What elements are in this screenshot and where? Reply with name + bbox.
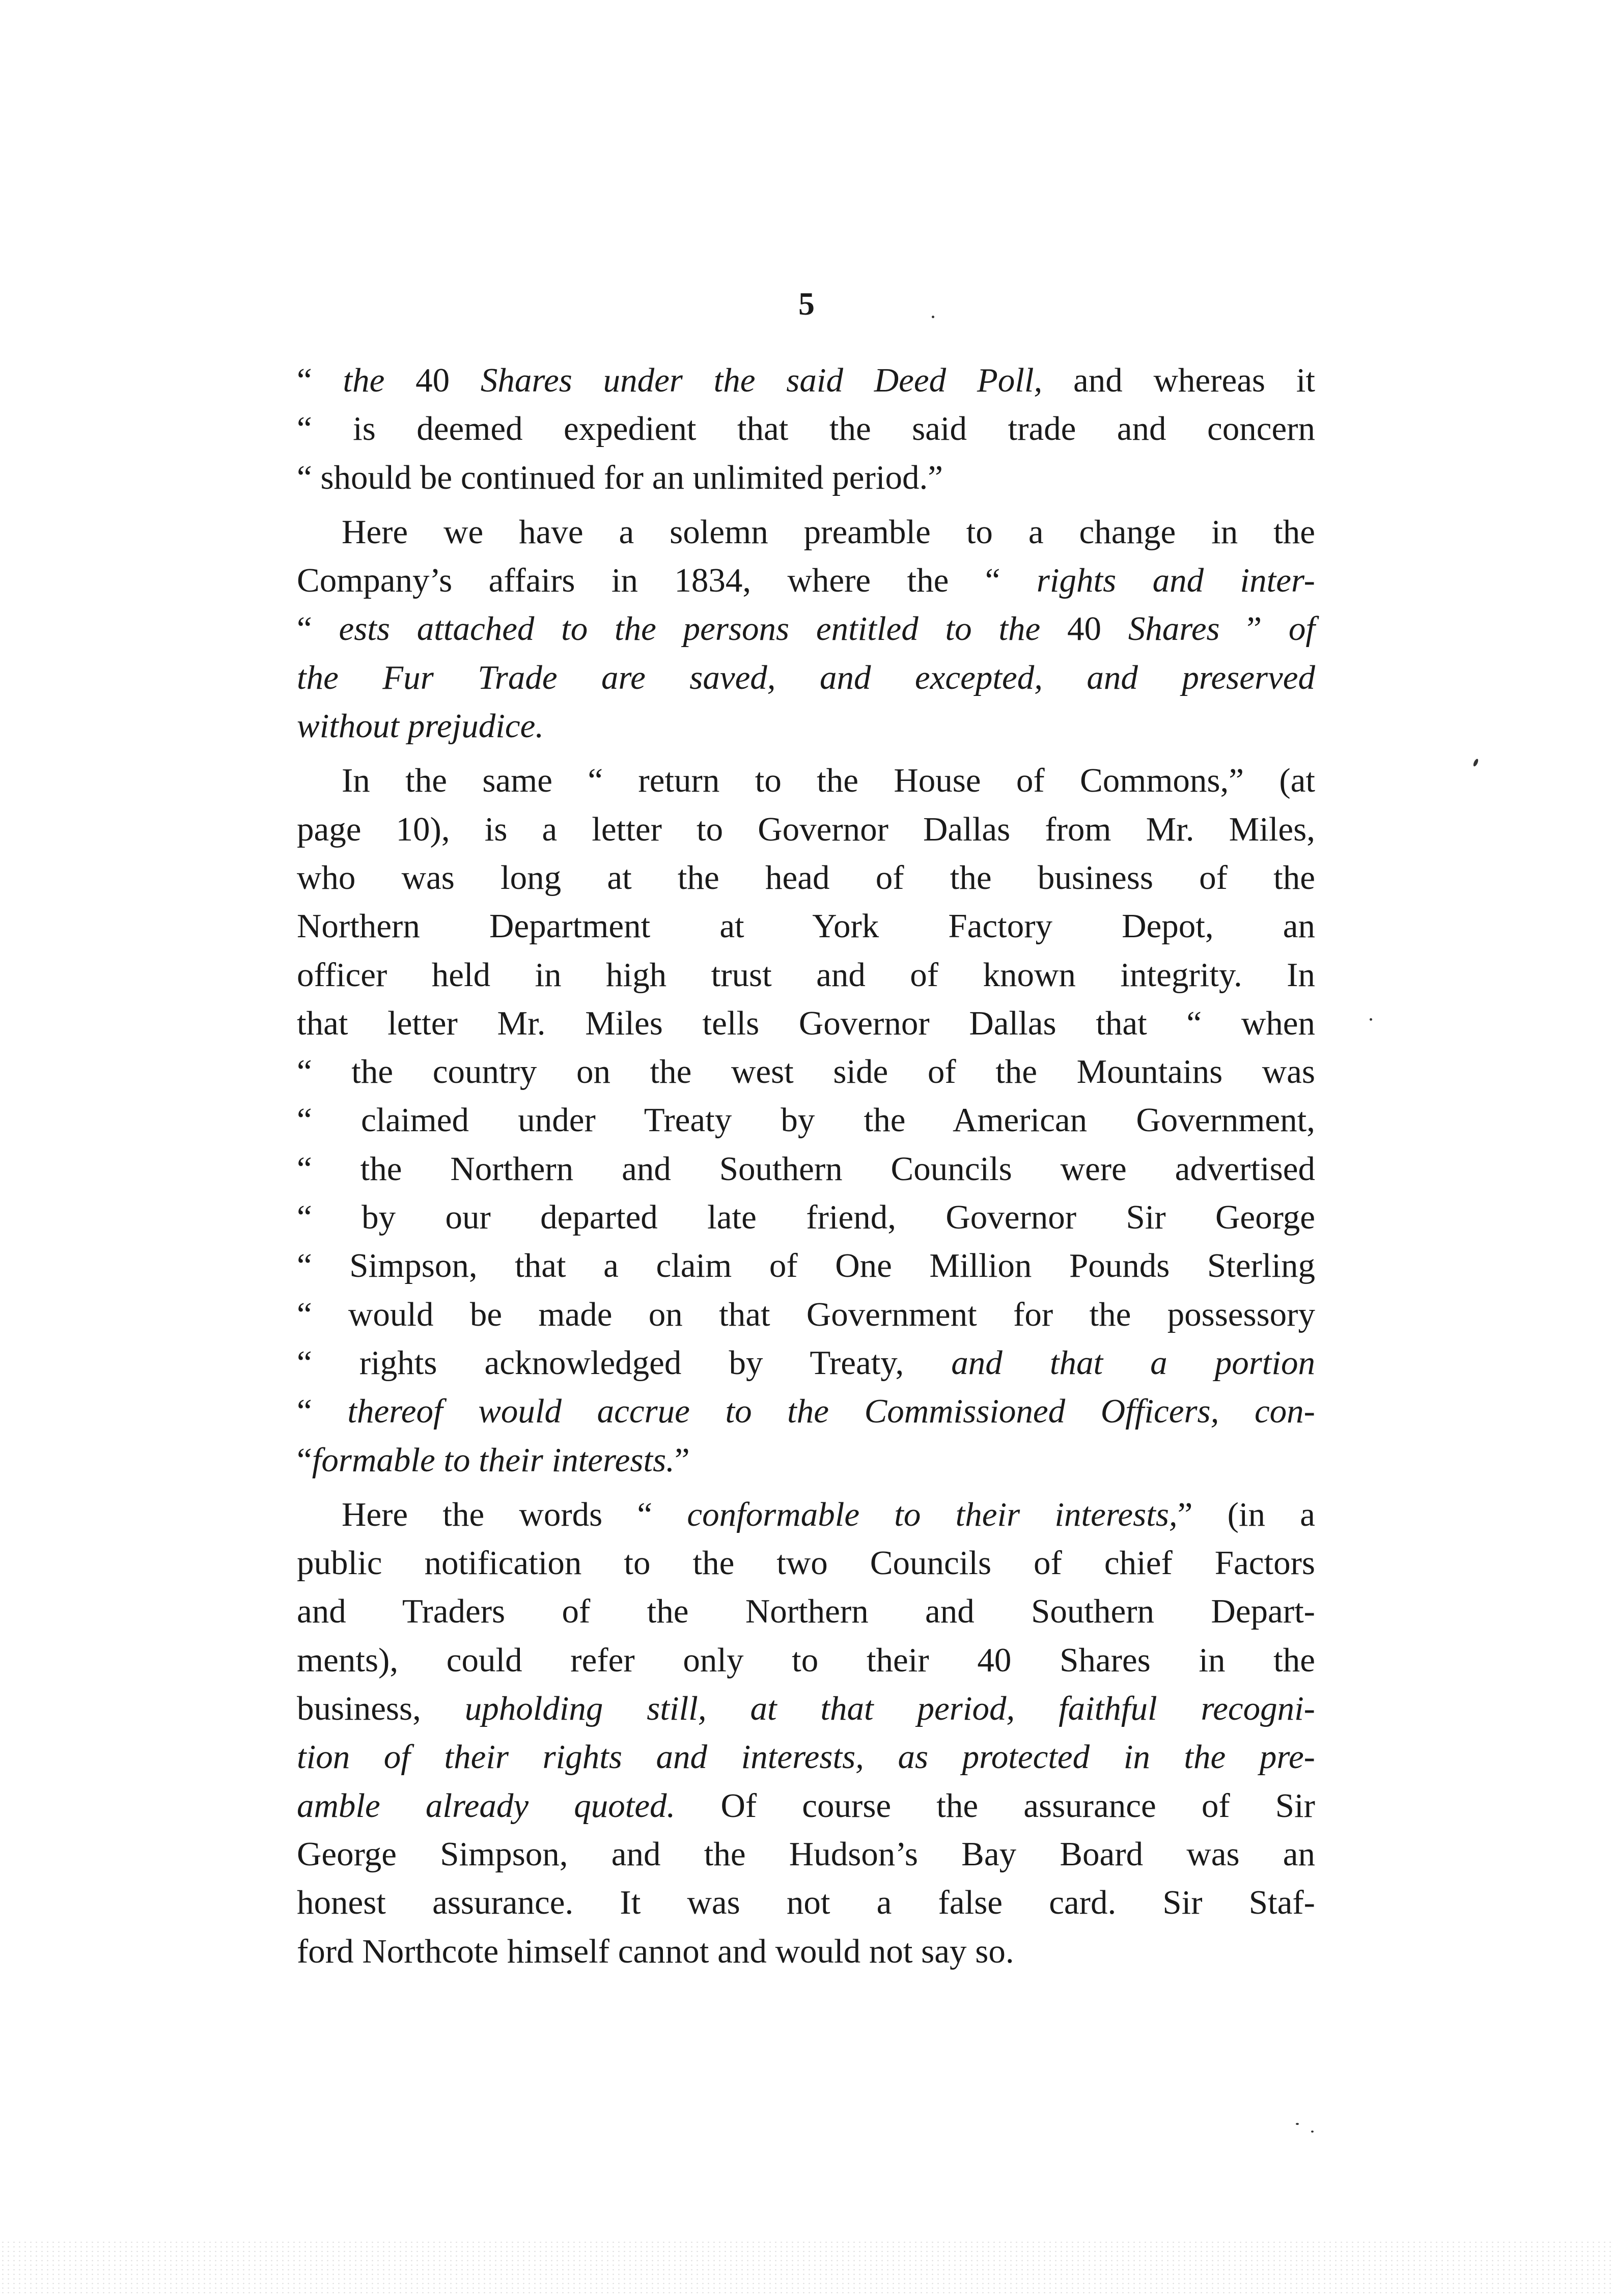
scan-speck	[1370, 1018, 1372, 1021]
text-line	[297, 902, 1315, 950]
paragraph-gap	[297, 750, 1315, 757]
italic-run: the Fur Trade are saved, and excepted, and preserved	[297, 658, 1315, 696]
text-line	[297, 1387, 1315, 1436]
text-run: “ is deemed expedient that the said trade and concern	[297, 410, 1315, 448]
text-run: who was long at the head of the business of the	[297, 858, 1315, 897]
italic-run: thereof would accrue to the Commissioned Officers, con-	[347, 1392, 1315, 1431]
text-run: page 10), is a letter to Governor Dallas from Mr. Miles,	[297, 810, 1315, 848]
text-run: officer held in high trust and of known integrity. In	[297, 956, 1315, 994]
text-run: “	[297, 1392, 348, 1431]
text-run: 40	[384, 361, 481, 399]
text-line	[297, 1587, 1315, 1636]
italic-run: and that a portion	[951, 1343, 1315, 1382]
italic-run: Shares under the said Deed Poll,	[480, 361, 1043, 399]
body-text	[297, 356, 1315, 1976]
text-run: Of course the assurance of Sir	[675, 1786, 1315, 1825]
text-line	[297, 1539, 1315, 1587]
text-run: “ the country on the west side of the Mountains was	[297, 1053, 1315, 1091]
text-line	[297, 702, 1315, 750]
paragraph-gap	[297, 1485, 1315, 1491]
italic-run: tion of their rights and interests, as protected in the pre-	[297, 1738, 1315, 1776]
text-line	[297, 1339, 1315, 1387]
italic-run: amble already quoted.	[297, 1786, 676, 1825]
text-run: ” (in a	[1177, 1495, 1315, 1533]
text-run: In the same “ return to the House of Commons,” (at	[342, 762, 1315, 800]
text-run: that letter Mr. Miles tells Governor Dallas that “ when	[297, 1004, 1315, 1042]
text-run: “ would be made on that Government for the possessory	[297, 1295, 1315, 1333]
text-line	[297, 1096, 1315, 1144]
text-line	[297, 1927, 1315, 1976]
text-line	[297, 556, 1315, 605]
text-run: Company’s affairs in 1834, where the “	[297, 562, 1037, 600]
text-line	[297, 805, 1315, 854]
text-line	[297, 1193, 1315, 1242]
italic-run: without prejudice.	[297, 707, 544, 745]
italic-run: formable to their interests.	[312, 1441, 675, 1479]
text-run: ”	[674, 1441, 690, 1479]
text-run: ments), could refer only to their 40 Shares in the	[297, 1641, 1315, 1679]
text-run: and whereas it	[1042, 361, 1315, 399]
text-run: Here the words “	[342, 1495, 687, 1533]
text-line	[297, 1291, 1315, 1339]
text-line	[297, 951, 1315, 999]
text-line	[297, 1145, 1315, 1193]
text-run: “ the Northern and Southern Councils were advertised	[297, 1150, 1315, 1188]
scan-speck	[1296, 2123, 1299, 2125]
text-line	[297, 1733, 1315, 1781]
text-run: Northern Department at York Factory Depot, an	[297, 907, 1315, 945]
text-line	[297, 999, 1315, 1048]
text-line	[297, 654, 1315, 702]
text-run: 40	[1040, 610, 1128, 648]
scan-speck	[1311, 2131, 1314, 2133]
text-run: “ claimed under Treaty by the American Government,	[297, 1101, 1315, 1139]
text-run: George Simpson, and the Hudson’s Bay Board was an	[297, 1835, 1315, 1873]
text-line	[297, 605, 1315, 653]
italic-run: upholding still, at that period, faithful recogni-	[464, 1690, 1315, 1728]
italic-run: conformable to their interests,	[687, 1495, 1178, 1533]
text-line	[297, 1048, 1315, 1096]
text-run: “ Simpson, that a claim of One Million Pounds Sterling	[297, 1247, 1315, 1285]
scan-speck	[1472, 758, 1479, 767]
text-run: honest assurance. It was not a false card. Sir Staf-	[297, 1884, 1315, 1922]
text-run: “ should be continued for an unlimited period.”	[297, 458, 943, 496]
text-run: “ by our departed late friend, Governor Sir George	[297, 1198, 1315, 1237]
italic-run: of	[1288, 610, 1315, 648]
text-line	[297, 1685, 1315, 1733]
text-line	[297, 356, 1315, 405]
text-line	[297, 854, 1315, 902]
text-run: Here we have a solemn preamble to a change in the	[342, 513, 1315, 551]
text-line	[297, 1830, 1315, 1879]
text-run: “ rights acknowledged by Treaty,	[297, 1343, 952, 1382]
page-number: 5	[798, 286, 815, 322]
text-run: ”	[1219, 610, 1289, 648]
text-run: “	[297, 1441, 312, 1479]
paragraph-gap	[297, 502, 1315, 508]
text-run: and Traders of the Northern and Southern Depart-	[297, 1592, 1315, 1631]
text-line	[297, 1242, 1315, 1290]
text-run: “	[297, 361, 343, 399]
text-line	[297, 454, 1315, 502]
text-line	[297, 1636, 1315, 1685]
text-run: ford Northcote himself cannot and would not say so.	[297, 1932, 1014, 1970]
italic-run: the	[343, 361, 385, 399]
scan-noise	[0, 2240, 1613, 2296]
text-line	[297, 1491, 1315, 1539]
text-run: “	[297, 610, 339, 648]
italic-run: Shares	[1128, 610, 1220, 648]
text-line	[297, 1436, 1315, 1485]
text-line	[297, 508, 1315, 556]
text-line	[297, 757, 1315, 805]
text-run: public notification to the two Councils of chief Factors	[297, 1544, 1315, 1582]
text-line	[297, 1782, 1315, 1830]
italic-run: rights and inter-	[1036, 562, 1315, 600]
scan-speck	[932, 316, 934, 318]
italic-run: ests attached to the persons entitled to the	[339, 610, 1041, 648]
text-line	[297, 405, 1315, 453]
text-line	[297, 1879, 1315, 1927]
text-run: business,	[297, 1690, 465, 1728]
